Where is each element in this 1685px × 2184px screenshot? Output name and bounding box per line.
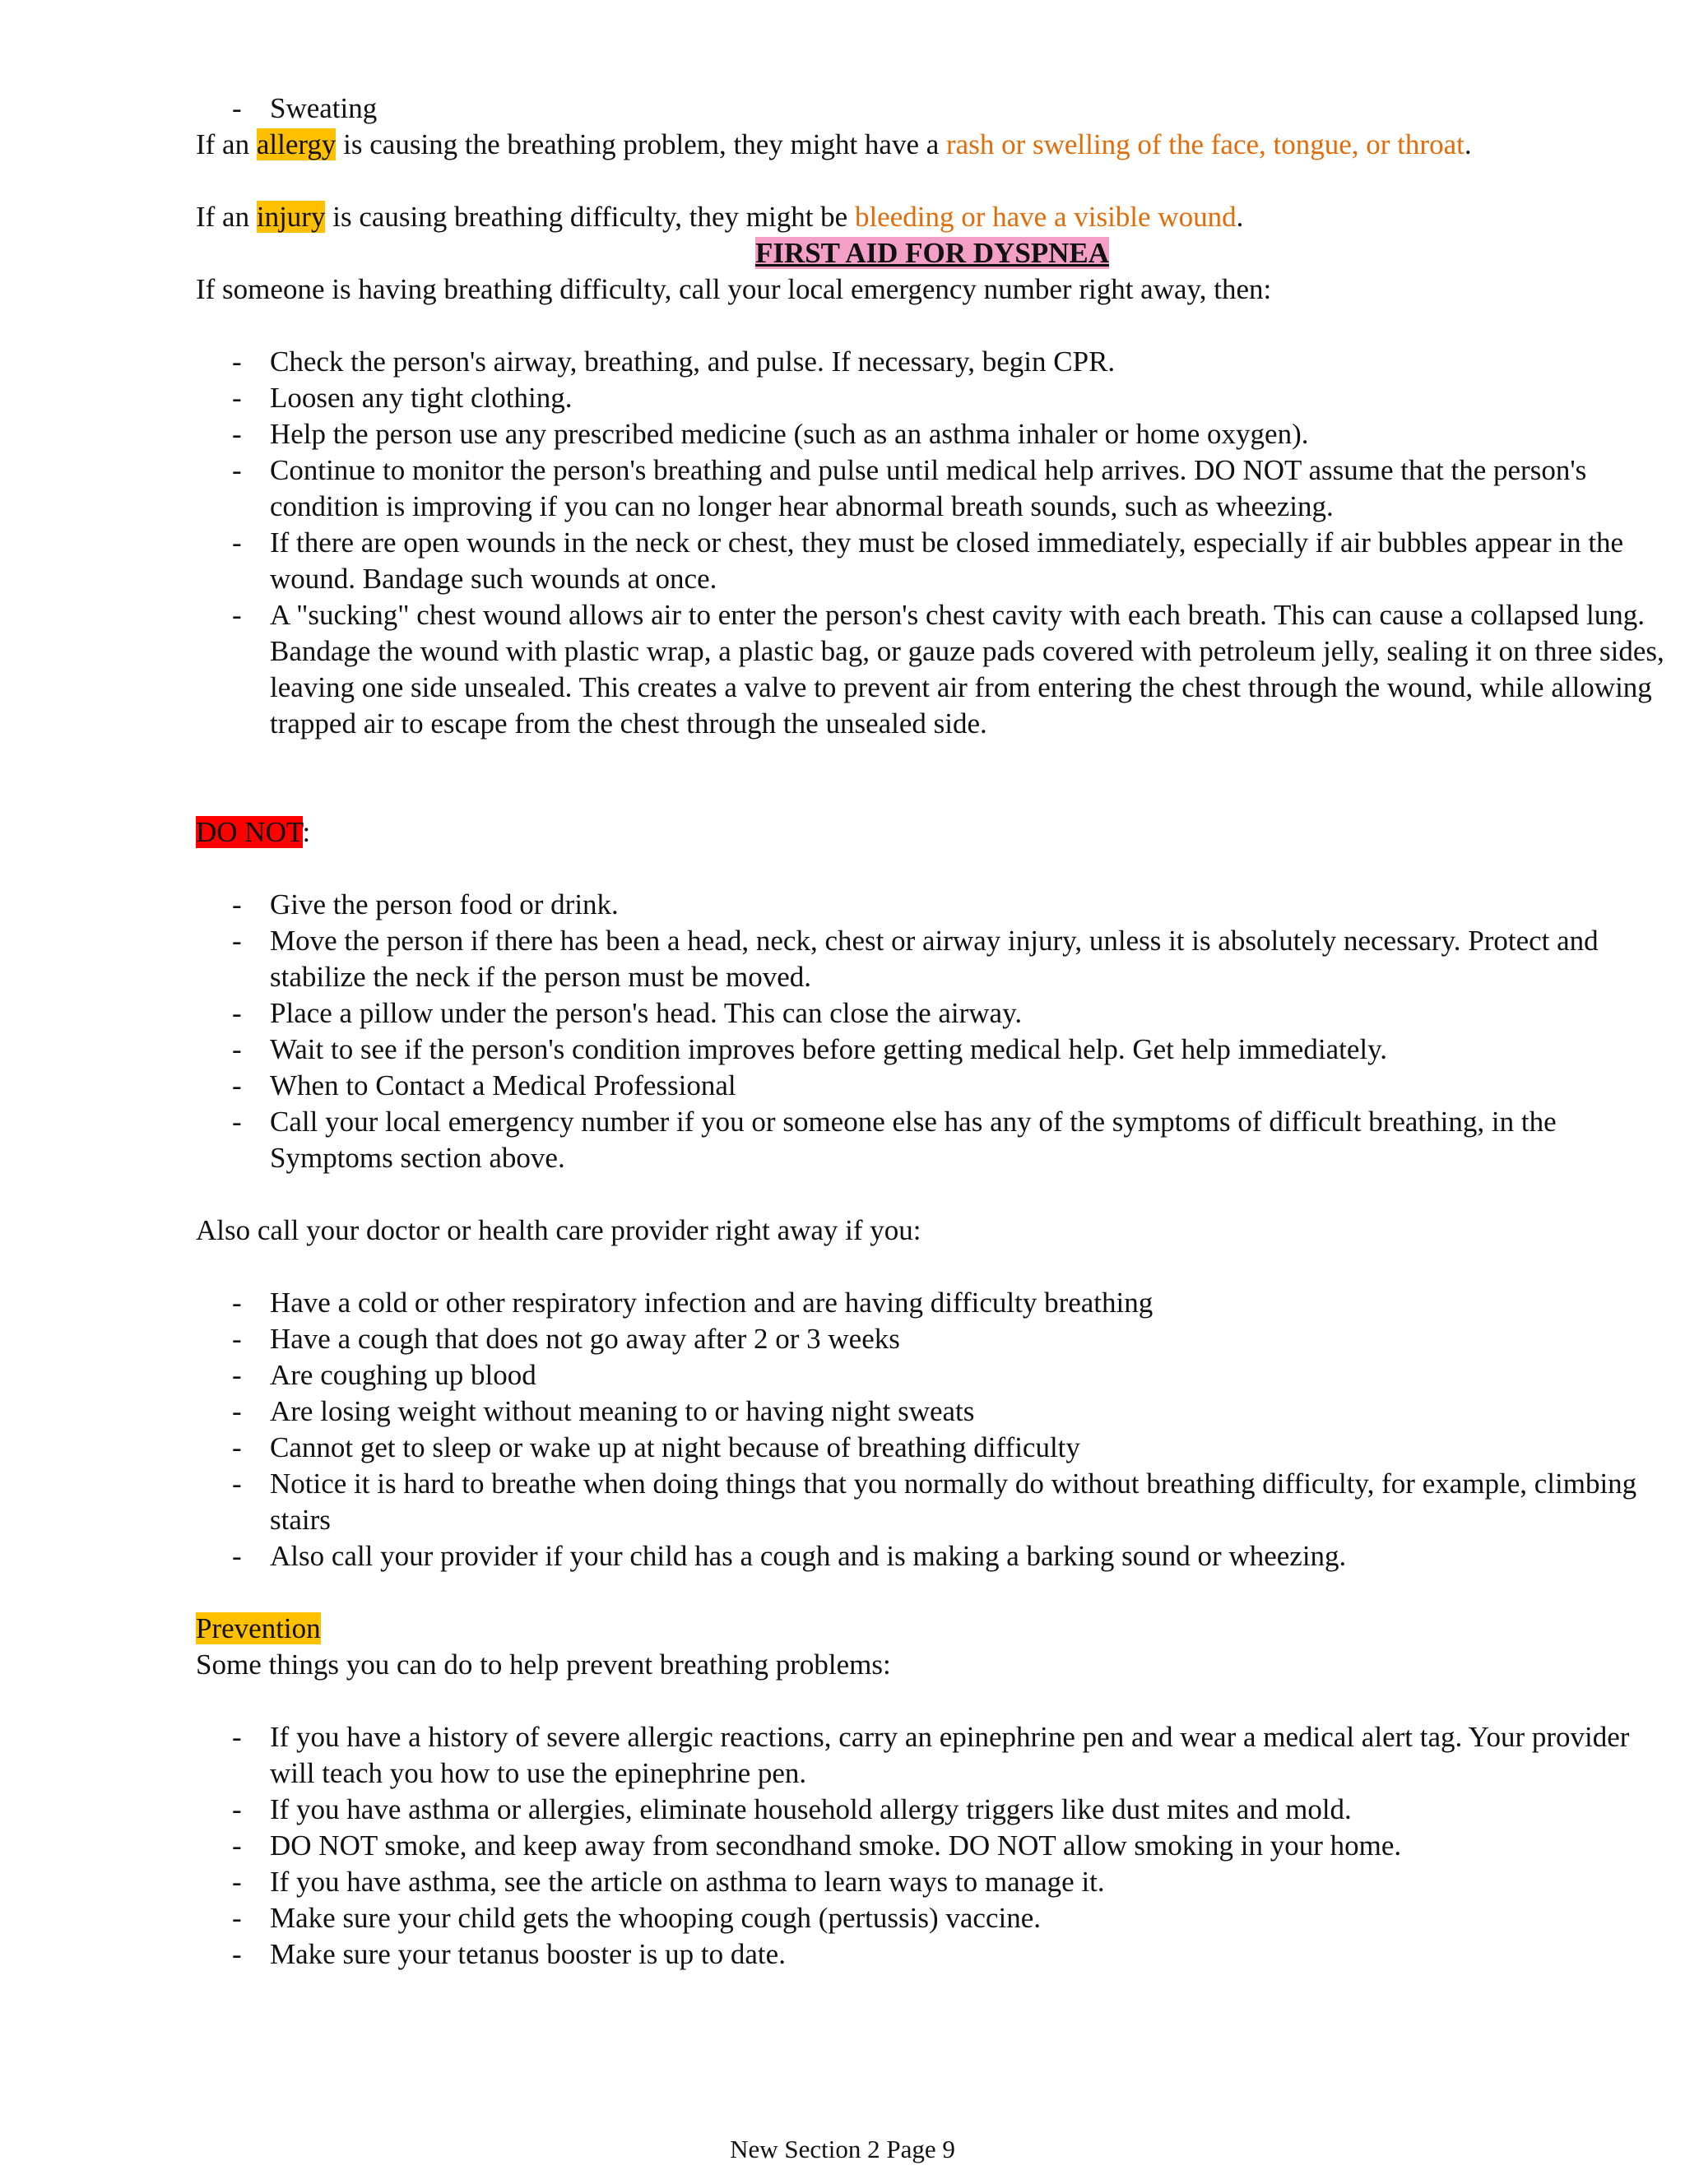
list-item: - Call your local emergency number if you or someone else has any of the symptoms of difficult breathing, in the Symptoms section above. [232,1106,1557,1174]
list-item: - Are losing weight without meaning to or having night sweats [232,1395,975,1427]
list-item: - A "sucking" chest wound allows air to enter the person's chest cavity with each breath. This can cause a collapsed lung. Bandage the wound with plastic wrap, a plastic bag, or gauze pads covered with petroleum jelly, sealing it on three sides, leaving one side unsealed. This creates a valve to prevent air from entering the chest through the wound, while allowing trapped air to escape from the chest through the unsealed side. [232,599,1664,740]
call-doctor-list [196,1285,1669,1574]
list-item: - Cannot get to sleep or wake up at night because of breathing difficulty [232,1431,1080,1463]
list-item: - If you have asthma or allergies, eliminate household allergy triggers like dust mites and mold. [232,1793,1352,1825]
list-item: - Make sure your child gets the whooping cough (pertussis) vaccine. [232,1902,1041,1934]
list-item: - Sweating [232,92,378,124]
list-item: - Wait to see if the person's condition improves before getting medical help. Get help immediately. [232,1033,1388,1065]
call-doctor-intro: Also call your doctor or health care provider right away if you: [196,1214,921,1246]
injury-paragraph: If an injury is causing breathing difficulty, they might be bleeding or have a visible wound. [196,201,1244,233]
list-item: - Give the person food or drink. [232,888,619,920]
injury-sign: bleeding or have a visible wound [854,201,1237,233]
page-footer: New Section 2 Page 9 [730,2135,955,2163]
list-item: - Help the person use any prescribed medicine (such as an asthma inhaler or home oxygen). [232,418,1309,450]
first-aid-intro: If someone is having breathing difficulty, call your local emergency number right away, then: [196,273,1272,305]
do-not-highlight: DO NOT [196,816,303,848]
list-item: - If you have a history of severe allergic reactions, carry an epinephrine pen and wear a medical alert tag. Your provider will teach you how to use the epinephrine pen. [232,1721,1630,1789]
allergy-highlight: allergy [256,128,337,160]
list-item: - Place a pillow under the person's head. This can close the airway. [232,997,1023,1029]
list-item: - When to Contact a Medical Professional [232,1069,736,1101]
document-body [196,90,1669,1973]
prevention-intro: Some things you can do to help prevent breathing problems: [196,1648,891,1681]
list-item: - If you have asthma, see the article on asthma to learn ways to manage it. [232,1866,1105,1898]
list-item: - Have a cough that does not go away after 2 or 3 weeks [232,1323,900,1355]
allergy-paragraph: If an allergy is causing the breathing problem, they might have a rash or swelling of the face, tongue, or throat. [196,128,1472,160]
prevention-list [196,1719,1669,1973]
list-item: - Continue to monitor the person's breathing and pulse until medical help arrives. DO NOT assume that the person's condition is improving if you can no longer hear abnormal breath sounds, such as wheezing. [232,454,1587,522]
list-item: - Have a cold or other respiratory infection and are having difficulty breathing [232,1287,1154,1319]
list-item: - Are coughing up blood [232,1359,536,1391]
first-aid-heading: FIRST AID FOR DYSPNEA [754,237,1110,269]
list-item: - Also call your provider if your child has a cough and is making a barking sound or wheezing. [232,1540,1347,1572]
list-item: - DO NOT smoke, and keep away from secondhand smoke. DO NOT allow smoking in your home. [232,1829,1402,1862]
list-item: - Check the person's airway, breathing, and pulse. If necessary, begin CPR. [232,345,1116,378]
list-item: - Make sure your tetanus booster is up to date. [232,1938,786,1970]
list-item: - Move the person if there has been a head, neck, chest or airway injury, unless it is absolutely necessary. Protect and stabilize the neck if the person must be moved. [232,925,1599,993]
prevention-label [196,1611,1669,1647]
first-aid-list [196,344,1669,742]
do-not-label: DO NOT: [196,816,311,848]
injury-highlight: injury [256,201,326,233]
allergy-sign: rash or swelling of the face, tongue, or throat [946,128,1465,160]
symptom-list-tail [196,90,1669,127]
do-not-list [196,887,1669,1176]
list-item: - Notice it is hard to breathe when doing things that you normally do without breathing difficulty, for example, climbing stairs [232,1468,1637,1536]
list-item: - Loosen any tight clothing. [232,382,573,414]
prevention-highlight: Prevention [196,1612,321,1644]
list-item: - If there are open wounds in the neck or chest, they must be closed immediately, especially if air bubbles appear in the wound. Bandage such wounds at once. [232,526,1624,595]
